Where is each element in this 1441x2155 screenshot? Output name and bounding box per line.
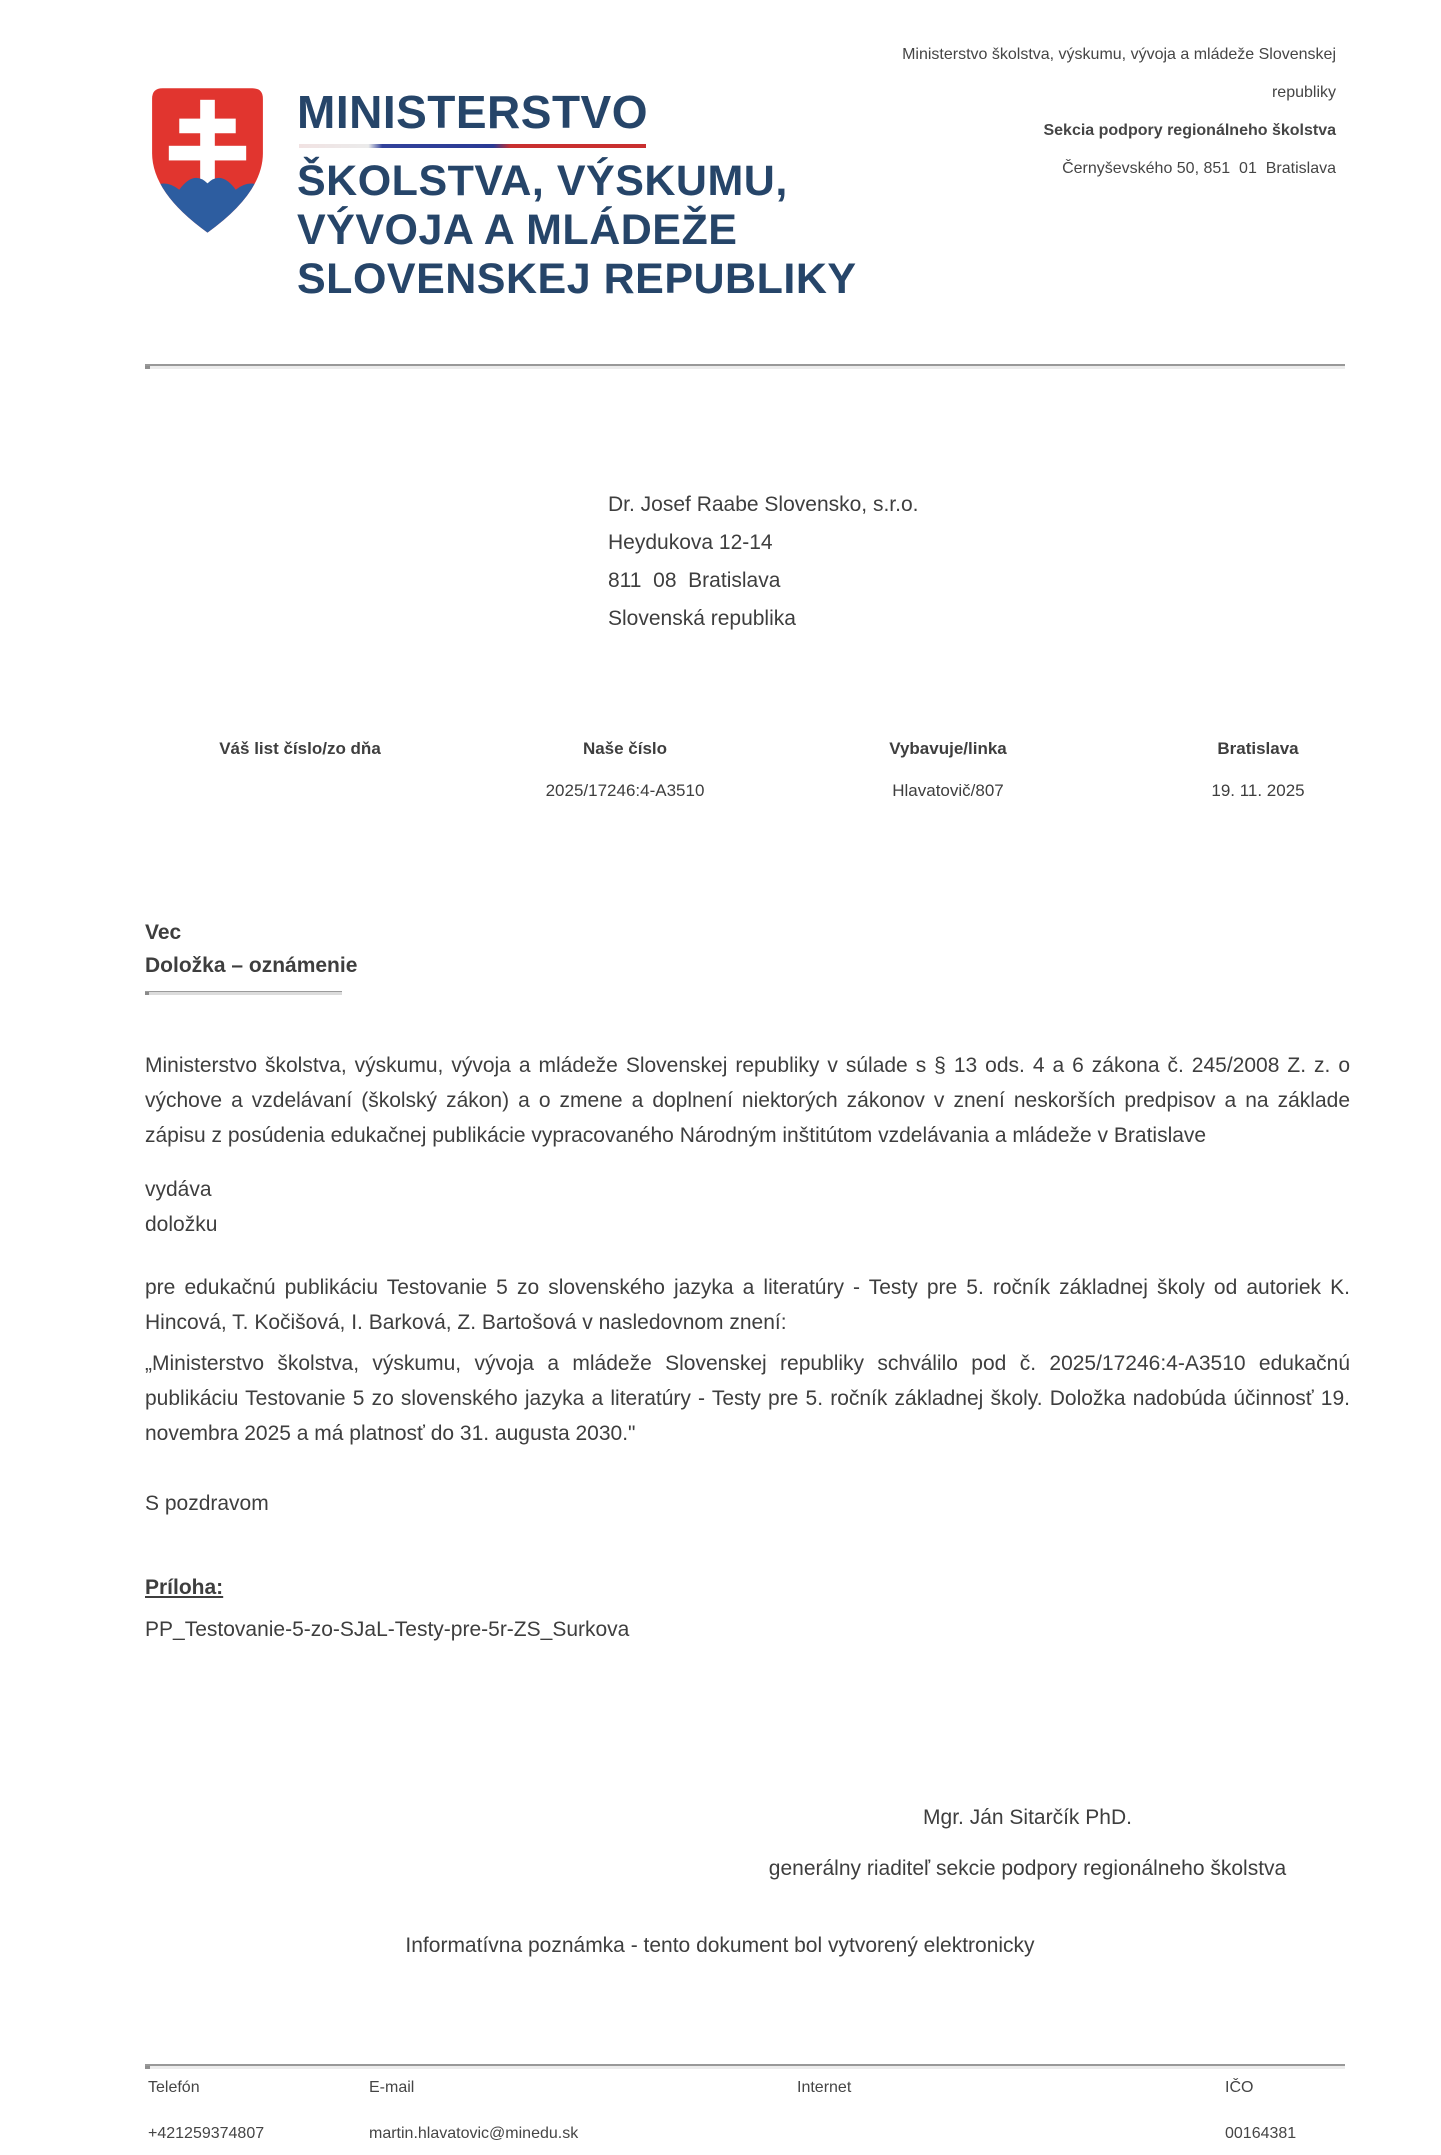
body-paragraph-2: pre edukačnú publikáciu Testovanie 5 zo slovenského jazyka a literatúry - Testy pre 5. ročník základnej školy od autoriek K. Hincová, T. Kočišová, I. Barková, Z. Bartošová v nasledovnom znení: — [145, 1276, 1350, 1334]
slovak-coat-of-arms-icon — [150, 86, 265, 238]
footer-value-ico: 00164381 — [1225, 2125, 1297, 2142]
ref-col-handler — [798, 738, 1098, 802]
ministry-logo — [297, 88, 857, 304]
recipient-name: Dr. Josef Raabe Slovensko, s.r.o. — [608, 493, 919, 516]
ref-col-place-date — [1108, 738, 1408, 802]
signature-block — [595, 1806, 1441, 1881]
recipient-street: Heydukova 12-14 — [608, 531, 773, 554]
signature-title: generálny riaditeľ sekcie podpory regionálneho školstva — [768, 1857, 1287, 1880]
logo-title: MINISTERSTVO — [297, 86, 649, 138]
recipient-city: 811 08 Bratislava — [608, 569, 781, 592]
footer-label-ico: IČO — [1225, 2079, 1254, 2096]
footer-divider — [145, 2064, 1345, 2069]
footer-label-internet: Internet — [797, 2079, 852, 2096]
ref-header-our-ref: Naše číslo — [582, 739, 668, 758]
attachment-label: Príloha: — [145, 1576, 224, 1599]
issues-line-1: vydáva — [145, 1178, 212, 1201]
footer-value-phone: +421259374807 — [148, 2125, 265, 2142]
issues-block — [145, 1172, 217, 1242]
ref-header-handler: Vybavuje/linka — [889, 739, 1007, 758]
body-paragraph-1: Ministerstvo školstva, výskumu, vývoja a mládeže Slovenskej republiky v súlade s § 13 ods. 4 a 6 zákona č. 245/2008 Z. z. o výchove a vzdelávaní (školský zákon) a o zmene a doplnení niektorých zákonov v znení neskorších predpisov a na základe zápisu z posúdenia edukačnej publikácie vypracovaného Národným inštitútom vzdelávania a mládeže v Bratislave — [145, 1054, 1350, 1147]
electronic-note: Informatívna poznámka - tento dokument bol vytvorený elektronicky — [405, 1934, 1035, 1957]
sender-section: Sekcia podpory regionálneho školstva — [1043, 122, 1336, 139]
ref-col-our-ref — [475, 738, 775, 802]
footer-col-phone — [148, 2078, 264, 2144]
ref-value-date: 19. 11. 2025 — [1211, 781, 1305, 800]
subject-divider — [145, 991, 342, 995]
logo-line-3: VÝVOJA A MLÁDEŽE — [297, 206, 738, 254]
footer-col-internet — [797, 2078, 851, 2124]
ref-header-your-ref: Váš list číslo/zo dňa — [219, 739, 381, 758]
subject-label: Vec — [145, 921, 182, 944]
closing-salutation: S pozdravom — [145, 1492, 269, 1515]
signature-name: Mgr. Ján Sitarčík PhD. — [923, 1806, 1132, 1829]
recipient-block — [608, 486, 919, 638]
sender-line-1: Ministerstvo školstva, výskumu, vývoja a mládeže Slovenskej — [902, 46, 1336, 63]
ref-col-your-ref — [150, 738, 450, 780]
body-paragraph-quote: „Ministerstvo školstva, výskumu, vývoja a mládeže Slovenskej republiky schválilo pod č. 2025/17246:4-A3510 edukačnú publikáciu Testovanie 5 zo slovenského jazyka a literatúry - Testy pre 5. ročník základnej školy. Doložka nadobúda účinnosť 19. novembra 2025 a má platnosť do 31. augusta 2030." — [145, 1352, 1350, 1445]
sender-address: Černyševského 50, 851 01 Bratislava — [1062, 160, 1336, 177]
issues-line-2: doložku — [145, 1213, 218, 1236]
logo-line-4: SLOVENSKEJ REPUBLIKY — [297, 255, 857, 303]
footer-label-phone: Telefón — [148, 2079, 200, 2096]
footer-label-email: E-mail — [369, 2079, 415, 2096]
logo-line-2: ŠKOLSTVA, VÝSKUMU, — [297, 157, 788, 205]
footer-col-email — [369, 2078, 578, 2144]
ref-header-place: Bratislava — [1217, 739, 1299, 758]
subject-title: Doložka – oznámenie — [145, 954, 358, 977]
sender-line-2: republiky — [1271, 84, 1336, 101]
ref-value-our-ref: 2025/17246:4-A3510 — [545, 781, 705, 800]
footer-value-email: martin.hlavatovic@minedu.sk — [369, 2125, 579, 2142]
attachment-filename: PP_Testovanie-5-zo-SJaL-Testy-pre-5r-ZS_Surkova — [145, 1618, 630, 1641]
header-divider — [145, 364, 1345, 369]
logo-rule — [299, 144, 646, 148]
ref-value-handler: Hlavatovič/807 — [892, 781, 1004, 800]
recipient-country: Slovenská republika — [608, 607, 796, 630]
footer-col-ico — [1225, 2078, 1296, 2144]
